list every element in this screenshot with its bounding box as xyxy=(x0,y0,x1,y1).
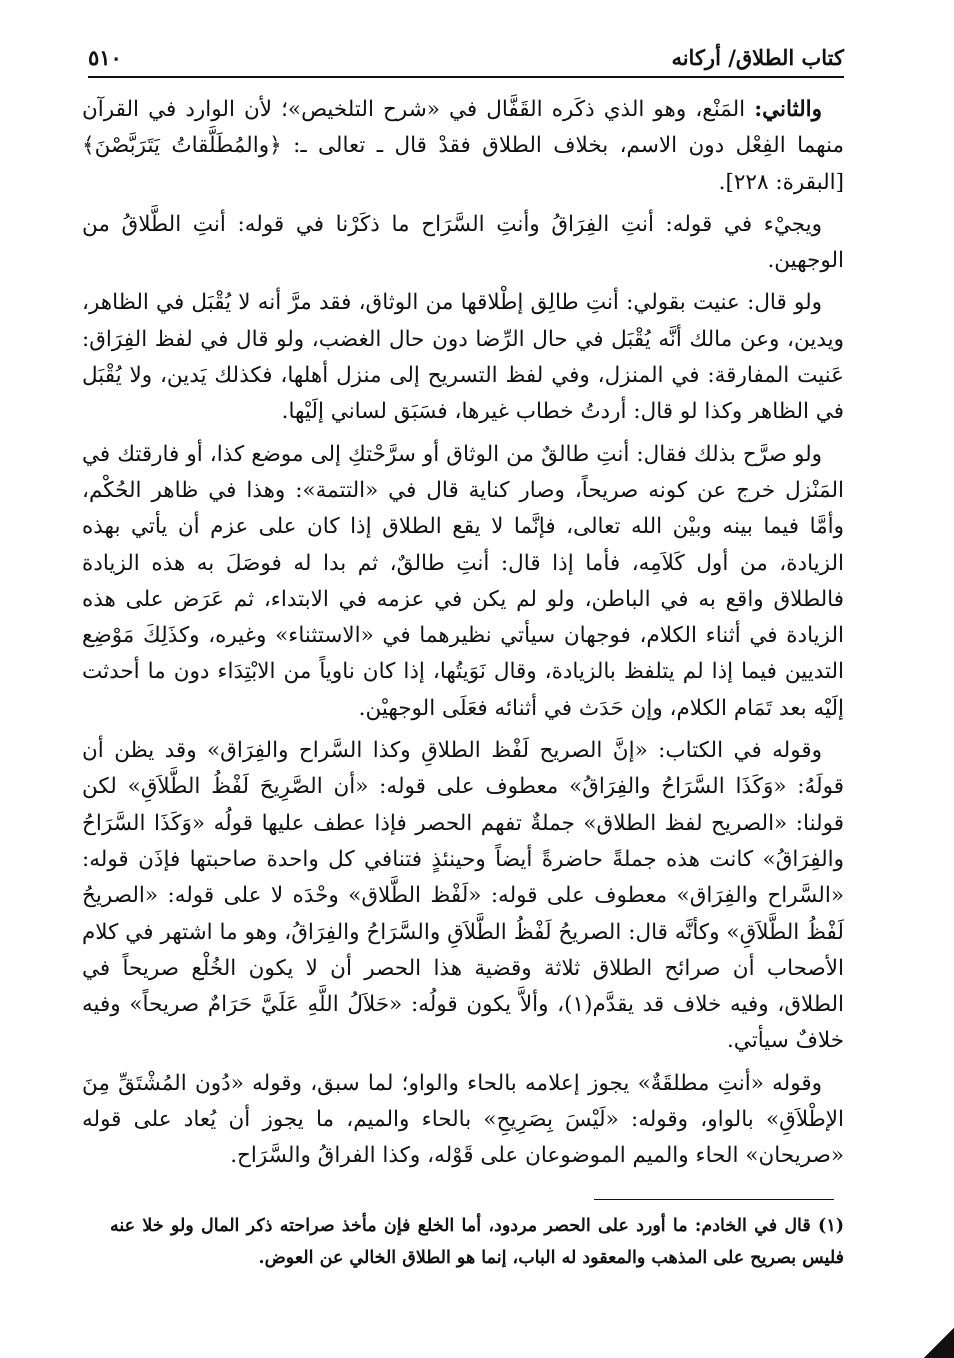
paragraph xyxy=(82,92,844,201)
paragraph-text: ويجيْء في قوله: أنتِ الفِرَاقُ وأنتِ السَّرَاح ما ذكَرْنا في قوله: أنتِ الطَّلاقُ من الوجهين. xyxy=(82,211,844,274)
paragraph xyxy=(82,1066,844,1175)
paragraph-text: ولو قال: عنيت بقولي: أنتِ طالِق إطْلاقها من الوثاق، فقد مرَّ أنه لا يُقْبَل في الظاهر، ويدين، وعن مالك أنَّه يُقْبَل في حال الرِّضا دون حال الغضب، ولو قال في لفظ الفِرَاق: عَنيت المفارقة: في المنزل، وفي لفظ التسريح إلى منزل أهلها، فكذلك يَدين، ولا يُقْبَل في الظاهر وكذا لو قال: أردتُ خطاب غيرها، فسَبَق لساني إلَيْها. xyxy=(82,290,844,425)
running-title: كتاب الطلاق/ أركانه xyxy=(671,45,844,70)
paragraph xyxy=(82,733,844,1060)
paragraph xyxy=(82,285,844,430)
page-corner-mark xyxy=(924,1328,954,1358)
paragraph-text: وقوله «أنتِ مطلقَةٌ» يجوز إعلامه بالحاء والواو؛ لما سبق، وقوله «دُون المُشْتَقِّ مِنَ الإطْلاَقِ» بالواو، وقوله: «لَيْسَ بِصَرِيحِ» بالحاء والميم، ما يجوز أن يُعاد على قوله «صريحان» الحاء والميم الموضوعان على قَوْله، وكذا الفراقُ والسَّرَاح. xyxy=(82,1070,844,1169)
paragraph xyxy=(82,437,844,727)
paragraph-text: ولو صرَّح بذلك فقال: أنتِ طالقٌ من الوثاق أو سرَّحْتكِ إلى موضع كذا، أو فارقتك في المَنْزل خرج عن كونه صريحاً، وصار كناية قال في «التتمة»: وهذا في ظاهر الحُكْم، وأمَّا فيما بينه وبيْن الله تعالى، فإنَّما لا يقع الطلاق إذا كان على عزم أن يأتي بهذه الزيادة، من أول كَلاَمِه، فأما إذا قال: أنتِ طالقٌ، ثم بدا له فوصَلَ به هذه الزيادة فالطلاق واقع به في الباطن، ولو لم يكن في عزمه في الابتداء، ثم عَرَض على هذه الزيادة في أثناء الكلام، فوجهان سيأتي نظيرهما في «الاستثناء» وغيره، وكذَلِكَ مَوْضِع التديين فيما إذا لم يتلفظ بالزيادة، وقال نَوَيتُها، إذا كان ناوياً من الابْتِدَاء دون ما أحدثت إلَيْه بعد تَمَام الكلام، وإن حَدَث في أثنائه فعَلَى الوجهيْن. xyxy=(82,441,844,721)
paragraph-lead: والثاني: xyxy=(754,97,822,122)
footnote-separator xyxy=(594,1199,834,1200)
paragraph-text: المَنْع، وهو الذي ذكَره القَفَّال في «شرح التلخيص»؛ لأن الوارد في القرآن منهما الفِعْل دون الاسم، بخلاف الطلاق فقدْ قال ـ تعالى ـ: ﴿والمُطَلَّقاتُ يَتَرَبَّصْنَ﴾ [البقرة: ٢٢٨]. xyxy=(82,97,844,195)
page-number: ٥١٠ xyxy=(88,45,122,70)
paragraph xyxy=(82,207,844,280)
paragraph-text: وقوله في الكتاب: «إنَّ الصريح لَفْظ الطلاقِ وكذا السَّراح والفِرَاق» وقد يظن أن قولَهُ: «وَكَذَا السَّرَاحُ والفِرَاقُ» معطوف على قوله: «أن الصَّرِيحَ لَفْظُ الطَّلاَقِ» لكن قولنا: «الصريح لفظ الطلاق» جملةٌ تفهم الحصر فإذا عطف عليها قولُه «وَكَذَا السَّرَاحُ والفِرَاقُ» كانت هذه جملةً حاضرةً أيضاً وحينئذٍ فتنافي كل واحدة صاحبتها فإذَن قوله: «السَّراح والفِرَاق» معطوف على قوله: «لَفْظ الطَّلاق» وحْدَه لا على قوله: «الصريحُ لَفْظُ الطَّلاَقِ» وكأنَّه قال: الصريحُ لَفْظُ الطَّلاَقِ والسَّرَاحُ والفِرَاقُ، وهو ما اشتهر في كلام الأصحاب أن صرائح الطلاق ثلاثة وقضية هذا الحصر أن لا يكون الخُلْع صريحاً في الطلاق، وفيه خلاف قد يقدَّم(١)، وألاَّ يكون قولُه: «حَلاَلُ اللَّهِ عَلَيَّ حَرَامٌ صريحاً» وفيه خلافٌ سيأتي. xyxy=(82,738,845,1054)
footnote: (١) قال في الخادم: ما أورد على الحصر مردود، أما الخلع فإن مأخذ صراحته ذكر المال ولو خلا عنه فليس بصريح على المذهب والمعقود له الباب، إنما هو الطلاق الخالي عن العوض. xyxy=(110,1216,844,1268)
main-text xyxy=(82,92,844,1181)
page-header xyxy=(88,30,844,78)
